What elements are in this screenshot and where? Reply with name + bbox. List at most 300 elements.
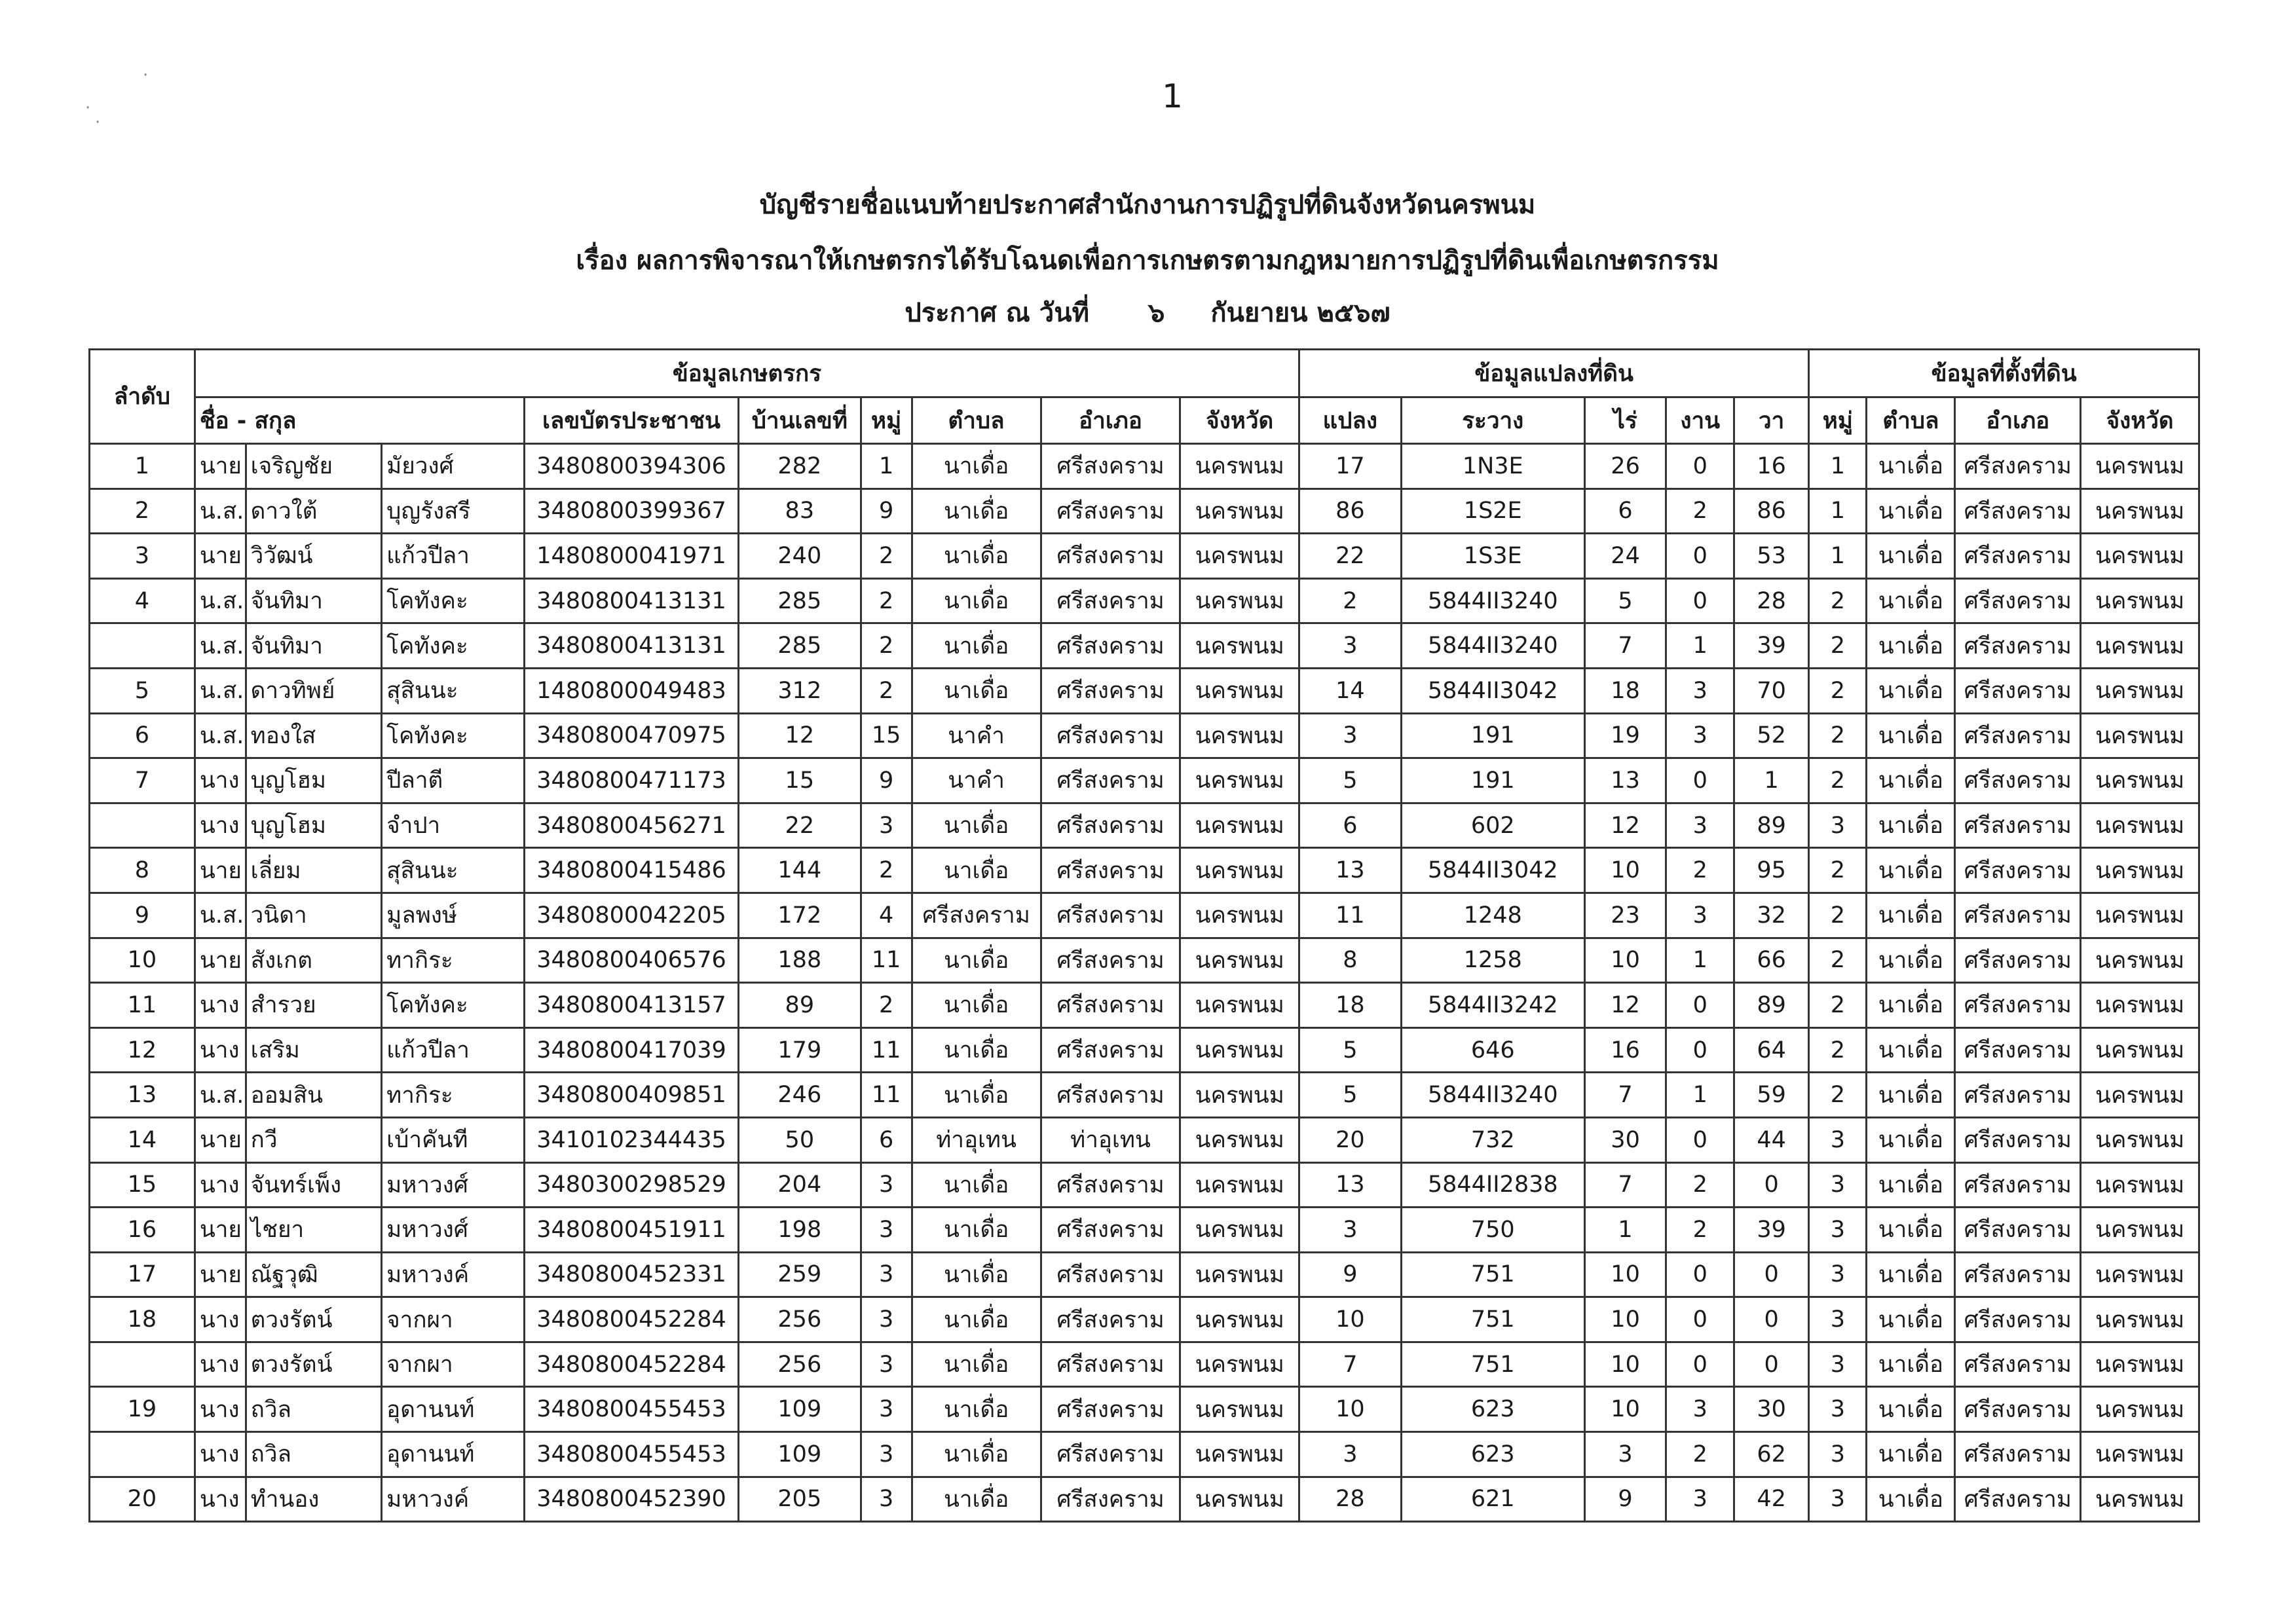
loc-moo-cell: 2 xyxy=(1809,893,1867,938)
table-row xyxy=(90,668,2199,713)
amphoe-cell: ศรีสงคราม xyxy=(1041,668,1180,713)
rawang-cell: 5844II3042 xyxy=(1401,668,1584,713)
plot-cell: 9 xyxy=(1299,1252,1402,1297)
ngan-cell: 2 xyxy=(1666,1162,1734,1208)
loc-moo-cell: 3 xyxy=(1809,1162,1867,1208)
ngan-cell: 0 xyxy=(1666,1342,1734,1387)
plot-cell: 5 xyxy=(1299,758,1402,803)
title-cell: นาง xyxy=(195,983,246,1028)
loc-amphoe-cell: ศรีสงคราม xyxy=(1955,578,2081,623)
first-name-cell: วนิดา xyxy=(246,893,382,938)
farmer-info-header: ข้อมูลเกษตรกร xyxy=(195,350,1299,397)
amphoe-cell: ศรีสงคราม xyxy=(1041,534,1180,579)
province-cell: นครพนม xyxy=(1180,668,1299,713)
loc-moo-header: หมู่ xyxy=(1809,397,1867,444)
seq-cell: 16 xyxy=(90,1208,195,1253)
loc-tambon-cell: นาเดื่อ xyxy=(1867,1208,1955,1253)
plot-cell: 5 xyxy=(1299,1073,1402,1118)
rawang-cell: 1258 xyxy=(1401,938,1584,983)
province-cell: นครพนม xyxy=(1180,1208,1299,1253)
rai-header: ไร่ xyxy=(1584,397,1666,444)
loc-tambon-cell: นาเดื่อ xyxy=(1867,983,1955,1028)
table-row xyxy=(90,1117,2199,1162)
table-row xyxy=(90,1252,2199,1297)
loc-province-cell: นครพนม xyxy=(2081,534,2199,579)
loc-moo-cell: 2 xyxy=(1809,623,1867,669)
loc-moo-cell: 3 xyxy=(1809,1117,1867,1162)
ngan-cell: 3 xyxy=(1666,1477,1734,1522)
province-cell: นครพนม xyxy=(1180,1432,1299,1477)
id-cell: 3480800409851 xyxy=(525,1073,739,1118)
rai-cell: 12 xyxy=(1584,803,1666,848)
loc-moo-cell: 3 xyxy=(1809,1252,1867,1297)
document-subject: เรื่อง ผลการพิจารณาให้เกษตรกรได้รับโฉนดเพื่อการเกษตรตามกฎหมายการปฏิรูปที่ดินเพื่อเกษตรกรรม xyxy=(576,246,1719,276)
loc-tambon-cell: นาเดื่อ xyxy=(1867,534,1955,579)
ngan-cell: 2 xyxy=(1666,1432,1734,1477)
id-cell: 3480800455453 xyxy=(525,1432,739,1477)
seq-cell: 18 xyxy=(90,1297,195,1342)
rai-cell: 5 xyxy=(1584,578,1666,623)
amphoe-cell: ศรีสงคราม xyxy=(1041,1297,1180,1342)
loc-moo-cell: 3 xyxy=(1809,1342,1867,1387)
id-cell: 3480800452284 xyxy=(525,1297,739,1342)
table-row xyxy=(90,758,2199,803)
tambon-cell: นาเดื่อ xyxy=(912,1387,1041,1432)
loc-moo-cell: 3 xyxy=(1809,1387,1867,1432)
wa-cell: 28 xyxy=(1734,578,1809,623)
rai-cell: 10 xyxy=(1584,848,1666,893)
loc-province-cell: นครพนม xyxy=(2081,623,2199,669)
amphoe-cell: ศรีสงคราม xyxy=(1041,489,1180,534)
plot-cell: 3 xyxy=(1299,713,1402,758)
first-name-cell: จันทิมา xyxy=(246,623,382,669)
id-cell: 1480800049483 xyxy=(525,668,739,713)
last-name-cell: มหาวงค์ xyxy=(382,1477,525,1522)
id-cell: 3480800451911 xyxy=(525,1208,739,1253)
id-cell: 3480800455453 xyxy=(525,1387,739,1432)
table-row xyxy=(90,623,2199,669)
first-name-cell: ทำนอง xyxy=(246,1477,382,1522)
last-name-cell: ทากิระ xyxy=(382,1073,525,1118)
house-cell: 50 xyxy=(738,1117,861,1162)
ngan-cell: 3 xyxy=(1666,1387,1734,1432)
house-cell: 282 xyxy=(738,444,861,489)
rawang-cell: 5844II3042 xyxy=(1401,848,1584,893)
house-cell: 204 xyxy=(738,1162,861,1208)
loc-moo-cell: 2 xyxy=(1809,938,1867,983)
province-cell: นครพนม xyxy=(1180,534,1299,579)
province-cell: นครพนม xyxy=(1180,803,1299,848)
tambon-cell: ศรีสงคราม xyxy=(912,893,1041,938)
rawang-cell: 5844II3240 xyxy=(1401,578,1584,623)
rai-cell: 3 xyxy=(1584,1432,1666,1477)
moo-cell: 1 xyxy=(861,444,912,489)
title-cell: น.ส. xyxy=(195,668,246,713)
amphoe-cell: ศรีสงคราม xyxy=(1041,1342,1180,1387)
first-name-cell: ไชยา xyxy=(246,1208,382,1253)
first-name-cell: เสริม xyxy=(246,1027,382,1073)
ngan-cell: 0 xyxy=(1666,1252,1734,1297)
location-info-header: ข้อมูลที่ตั้งที่ดิน xyxy=(1809,350,2199,397)
rai-cell: 6 xyxy=(1584,489,1666,534)
loc-moo-cell: 3 xyxy=(1809,1208,1867,1253)
moo-cell: 3 xyxy=(861,1477,912,1522)
seq-cell: 6 xyxy=(90,713,195,758)
loc-province-cell: นครพนม xyxy=(2081,578,2199,623)
title-cell: นาย xyxy=(195,848,246,893)
loc-province-cell: นครพนม xyxy=(2081,1073,2199,1118)
rai-cell: 18 xyxy=(1584,668,1666,713)
loc-moo-cell: 2 xyxy=(1809,758,1867,803)
rawang-cell: 623 xyxy=(1401,1387,1584,1432)
wa-cell: 89 xyxy=(1734,983,1809,1028)
moo-cell: 9 xyxy=(861,489,912,534)
ngan-cell: 2 xyxy=(1666,848,1734,893)
ngan-cell: 1 xyxy=(1666,1073,1734,1118)
plot-cell: 14 xyxy=(1299,668,1402,713)
first-name-cell: ตวงรัตน์ xyxy=(246,1297,382,1342)
wa-cell: 95 xyxy=(1734,848,1809,893)
amphoe-cell: ศรีสงคราม xyxy=(1041,893,1180,938)
moo-cell: 2 xyxy=(861,668,912,713)
rawang-cell: 751 xyxy=(1401,1252,1584,1297)
loc-province-cell: นครพนม xyxy=(2081,893,2199,938)
title-cell: นาย xyxy=(195,444,246,489)
loc-amphoe-cell: ศรีสงคราม xyxy=(1955,1387,2081,1432)
title-cell: นาง xyxy=(195,1027,246,1073)
rawang-cell: 5844II2838 xyxy=(1401,1162,1584,1208)
wa-cell: 89 xyxy=(1734,803,1809,848)
rai-cell: 10 xyxy=(1584,1342,1666,1387)
last-name-cell: จากผา xyxy=(382,1342,525,1387)
last-name-cell: ปีลาตี xyxy=(382,758,525,803)
amphoe-cell: ศรีสงคราม xyxy=(1041,713,1180,758)
moo-cell: 15 xyxy=(861,713,912,758)
seq-header: ลำดับ xyxy=(90,350,195,444)
id-cell: 1480800041971 xyxy=(525,534,739,579)
plot-cell: 28 xyxy=(1299,1477,1402,1522)
wa-cell: 39 xyxy=(1734,623,1809,669)
title-cell: นาง xyxy=(195,1297,246,1342)
ngan-cell: 0 xyxy=(1666,1027,1734,1073)
table-row xyxy=(90,1432,2199,1477)
tambon-cell: นาเดื่อ xyxy=(912,983,1041,1028)
house-cell: 256 xyxy=(738,1342,861,1387)
province-header: จังหวัด xyxy=(1180,397,1299,444)
last-name-cell: อุดานนท์ xyxy=(382,1387,525,1432)
rawang-cell: 1N3E xyxy=(1401,444,1584,489)
loc-moo-cell: 2 xyxy=(1809,1073,1867,1118)
table-row xyxy=(90,938,2199,983)
ngan-cell: 3 xyxy=(1666,713,1734,758)
house-cell: 89 xyxy=(738,983,861,1028)
moo-cell: 2 xyxy=(861,623,912,669)
moo-cell: 3 xyxy=(861,1208,912,1253)
province-cell: นครพนม xyxy=(1180,489,1299,534)
plot-cell: 7 xyxy=(1299,1342,1402,1387)
wa-cell: 53 xyxy=(1734,534,1809,579)
loc-amphoe-cell: ศรีสงคราม xyxy=(1955,1297,2081,1342)
title-cell: น.ส. xyxy=(195,623,246,669)
group-header-row xyxy=(90,350,2199,397)
rawang-cell: 750 xyxy=(1401,1208,1584,1253)
wa-cell: 42 xyxy=(1734,1477,1809,1522)
wa-cell: 32 xyxy=(1734,893,1809,938)
loc-tambon-cell: นาเดื่อ xyxy=(1867,803,1955,848)
loc-moo-cell: 1 xyxy=(1809,444,1867,489)
province-cell: นครพนม xyxy=(1180,1252,1299,1297)
id-cell: 3480800413131 xyxy=(525,578,739,623)
moo-cell: 11 xyxy=(861,1027,912,1073)
moo-cell: 3 xyxy=(861,1342,912,1387)
last-name-cell: มหาวงศ์ xyxy=(382,1162,525,1208)
first-name-cell: ดาวใต้ xyxy=(246,489,382,534)
province-cell: นครพนม xyxy=(1180,893,1299,938)
id-cell: 3480800406576 xyxy=(525,938,739,983)
tambon-cell: นาเดื่อ xyxy=(912,803,1041,848)
seq-cell: 10 xyxy=(90,938,195,983)
ngan-cell: 3 xyxy=(1666,893,1734,938)
loc-amphoe-cell: ศรีสงคราม xyxy=(1955,1073,2081,1118)
tambon-cell: ท่าอุเทน xyxy=(912,1117,1041,1162)
loc-province-cell: นครพนม xyxy=(2081,983,2199,1028)
date-day: ๖ xyxy=(1148,298,1165,328)
rai-cell: 7 xyxy=(1584,623,1666,669)
amphoe-cell: ศรีสงคราม xyxy=(1041,938,1180,983)
title-cell: นาง xyxy=(195,1432,246,1477)
loc-province-cell: นครพนม xyxy=(2081,1477,2199,1522)
rai-cell: 7 xyxy=(1584,1073,1666,1118)
id-cell: 3480800452284 xyxy=(525,1342,739,1387)
province-cell: นครพนม xyxy=(1180,1073,1299,1118)
first-name-cell: ตวงรัตน์ xyxy=(246,1342,382,1387)
ngan-cell: 2 xyxy=(1666,1208,1734,1253)
moo-cell: 11 xyxy=(861,1073,912,1118)
rawang-cell: 732 xyxy=(1401,1117,1584,1162)
ngan-cell: 3 xyxy=(1666,803,1734,848)
loc-province-cell: นครพนม xyxy=(2081,803,2199,848)
house-cell: 12 xyxy=(738,713,861,758)
wa-cell: 0 xyxy=(1734,1252,1809,1297)
loc-tambon-cell: นาเดื่อ xyxy=(1867,893,1955,938)
moo-cell: 3 xyxy=(861,1297,912,1342)
moo-cell: 6 xyxy=(861,1117,912,1162)
first-name-cell: วิวัฒน์ xyxy=(246,534,382,579)
announcement-date xyxy=(0,291,2295,333)
rai-cell: 1 xyxy=(1584,1208,1666,1253)
date-prefix: ประกาศ ณ วันที่ xyxy=(905,298,1089,328)
rai-cell: 26 xyxy=(1584,444,1666,489)
loc-tambon-cell: นาเดื่อ xyxy=(1867,848,1955,893)
plot-cell: 11 xyxy=(1299,893,1402,938)
first-name-cell: ณัฐวุฒิ xyxy=(246,1252,382,1297)
first-name-cell: กวี xyxy=(246,1117,382,1162)
rai-cell: 16 xyxy=(1584,1027,1666,1073)
loc-tambon-cell: นาเดื่อ xyxy=(1867,1027,1955,1073)
plot-cell: 20 xyxy=(1299,1117,1402,1162)
last-name-cell: ทากิระ xyxy=(382,938,525,983)
moo-cell: 2 xyxy=(861,578,912,623)
plot-cell: 5 xyxy=(1299,1027,1402,1073)
loc-amphoe-header: อำเภอ xyxy=(1955,397,2081,444)
loc-amphoe-cell: ศรีสงคราม xyxy=(1955,444,2081,489)
first-name-cell: เจริญชัย xyxy=(246,444,382,489)
plot-cell: 3 xyxy=(1299,1208,1402,1253)
rai-cell: 13 xyxy=(1584,758,1666,803)
last-name-cell: มูลพงษ์ xyxy=(382,893,525,938)
tambon-header: ตำบล xyxy=(912,397,1041,444)
table-row xyxy=(90,893,2199,938)
title-cell: นาง xyxy=(195,1342,246,1387)
title-cell: นาง xyxy=(195,803,246,848)
tambon-cell: นาเดื่อ xyxy=(912,623,1041,669)
last-name-cell: แก้วปีลา xyxy=(382,534,525,579)
loc-moo-cell: 3 xyxy=(1809,803,1867,848)
plot-cell: 8 xyxy=(1299,938,1402,983)
province-cell: นครพนม xyxy=(1180,623,1299,669)
loc-amphoe-cell: ศรีสงคราม xyxy=(1955,893,2081,938)
table-row xyxy=(90,1387,2199,1432)
wa-header: วา xyxy=(1734,397,1809,444)
id-cell: 3480800413131 xyxy=(525,623,739,669)
plot-cell: 22 xyxy=(1299,534,1402,579)
moo-cell: 2 xyxy=(861,848,912,893)
wa-cell: 1 xyxy=(1734,758,1809,803)
house-cell: 172 xyxy=(738,893,861,938)
house-cell: 285 xyxy=(738,578,861,623)
amphoe-cell: ศรีสงคราม xyxy=(1041,1432,1180,1477)
id-cell: 3480800456271 xyxy=(525,803,739,848)
seq-cell xyxy=(90,623,195,669)
rai-cell: 23 xyxy=(1584,893,1666,938)
house-cell: 179 xyxy=(738,1027,861,1073)
seq-cell: 13 xyxy=(90,1073,195,1118)
amphoe-cell: ศรีสงคราม xyxy=(1041,1073,1180,1118)
id-cell: 3480800417039 xyxy=(525,1027,739,1073)
province-cell: นครพนม xyxy=(1180,1477,1299,1522)
title-cell: น.ส. xyxy=(195,578,246,623)
plot-cell: 17 xyxy=(1299,444,1402,489)
first-name-cell: บุญโฮม xyxy=(246,758,382,803)
loc-province-cell: นครพนม xyxy=(2081,848,2199,893)
loc-province-cell: นครพนม xyxy=(2081,1162,2199,1208)
table-row xyxy=(90,444,2199,489)
ngan-cell: 3 xyxy=(1666,668,1734,713)
wa-cell: 39 xyxy=(1734,1208,1809,1253)
table-row xyxy=(90,713,2199,758)
table-row xyxy=(90,1208,2199,1253)
ngan-cell: 0 xyxy=(1666,758,1734,803)
loc-tambon-cell: นาเดื่อ xyxy=(1867,1162,1955,1208)
amphoe-header: อำเภอ xyxy=(1041,397,1180,444)
last-name-cell: มัยวงศ์ xyxy=(382,444,525,489)
house-cell: 198 xyxy=(738,1208,861,1253)
last-name-cell: โคทังคะ xyxy=(382,713,525,758)
house-cell: 188 xyxy=(738,938,861,983)
title-cell: นาง xyxy=(195,1477,246,1522)
amphoe-cell: ศรีสงคราม xyxy=(1041,1208,1180,1253)
province-cell: นครพนม xyxy=(1180,983,1299,1028)
rai-cell: 24 xyxy=(1584,534,1666,579)
amphoe-cell: ศรีสงคราม xyxy=(1041,1252,1180,1297)
rawang-cell: 621 xyxy=(1401,1477,1584,1522)
table-row xyxy=(90,848,2199,893)
plot-cell: 86 xyxy=(1299,489,1402,534)
amphoe-cell: ศรีสงคราม xyxy=(1041,444,1180,489)
amphoe-cell: ศรีสงคราม xyxy=(1041,578,1180,623)
loc-province-header: จังหวัด xyxy=(2081,397,2199,444)
loc-tambon-cell: นาเดื่อ xyxy=(1867,1252,1955,1297)
tambon-cell: นาเดื่อ xyxy=(912,1073,1041,1118)
title-cell: น.ส. xyxy=(195,893,246,938)
ngan-cell: 0 xyxy=(1666,444,1734,489)
title-cell: นาย xyxy=(195,1208,246,1253)
amphoe-cell: ศรีสงคราม xyxy=(1041,623,1180,669)
plot-header: แปลง xyxy=(1299,397,1402,444)
moo-cell: 3 xyxy=(861,803,912,848)
seq-cell xyxy=(90,803,195,848)
rai-cell: 9 xyxy=(1584,1477,1666,1522)
title-cell: นาง xyxy=(195,1387,246,1432)
moo-cell: 11 xyxy=(861,938,912,983)
id-cell: 3480800042205 xyxy=(525,893,739,938)
loc-tambon-header: ตำบล xyxy=(1867,397,1955,444)
rawang-cell: 5844II3240 xyxy=(1401,623,1584,669)
amphoe-cell: ศรีสงคราม xyxy=(1041,848,1180,893)
amphoe-cell: ศรีสงคราม xyxy=(1041,1162,1180,1208)
table-row xyxy=(90,1342,2199,1387)
loc-amphoe-cell: ศรีสงคราม xyxy=(1955,1432,2081,1477)
rawang-cell: 623 xyxy=(1401,1432,1584,1477)
moo-cell: 3 xyxy=(861,1162,912,1208)
house-cell: 109 xyxy=(738,1387,861,1432)
id-cell: 3480800452390 xyxy=(525,1477,739,1522)
loc-moo-cell: 1 xyxy=(1809,534,1867,579)
moo-cell: 3 xyxy=(861,1387,912,1432)
loc-amphoe-cell: ศรีสงคราม xyxy=(1955,489,2081,534)
rai-cell: 19 xyxy=(1584,713,1666,758)
first-name-cell: จันทิมา xyxy=(246,578,382,623)
id-cell: 3410102344435 xyxy=(525,1117,739,1162)
plot-cell: 3 xyxy=(1299,1432,1402,1477)
plot-info-header: ข้อมูลแปลงที่ดิน xyxy=(1299,350,1809,397)
rawang-cell: 5844II3242 xyxy=(1401,983,1584,1028)
rai-cell: 10 xyxy=(1584,1387,1666,1432)
house-cell: 259 xyxy=(738,1252,861,1297)
table-row xyxy=(90,1073,2199,1118)
amphoe-cell: ศรีสงคราม xyxy=(1041,1387,1180,1432)
wa-cell: 70 xyxy=(1734,668,1809,713)
table-row xyxy=(90,1162,2199,1208)
loc-moo-cell: 1 xyxy=(1809,489,1867,534)
province-cell: นครพนม xyxy=(1180,1387,1299,1432)
tambon-cell: นาเดื่อ xyxy=(912,1027,1041,1073)
loc-amphoe-cell: ศรีสงคราม xyxy=(1955,713,2081,758)
loc-tambon-cell: นาเดื่อ xyxy=(1867,489,1955,534)
wa-cell: 30 xyxy=(1734,1387,1809,1432)
loc-tambon-cell: นาเดื่อ xyxy=(1867,758,1955,803)
house-header: บ้านเลขที่ xyxy=(738,397,861,444)
rawang-cell: 1248 xyxy=(1401,893,1584,938)
loc-amphoe-cell: ศรีสงคราม xyxy=(1955,623,2081,669)
plot-cell: 2 xyxy=(1299,578,1402,623)
loc-amphoe-cell: ศรีสงคราม xyxy=(1955,758,2081,803)
loc-tambon-cell: นาเดื่อ xyxy=(1867,623,1955,669)
id-cell: 3480800399367 xyxy=(525,489,739,534)
rawang-header: ระวาง xyxy=(1401,397,1584,444)
seq-cell: 12 xyxy=(90,1027,195,1073)
loc-moo-cell: 3 xyxy=(1809,1477,1867,1522)
